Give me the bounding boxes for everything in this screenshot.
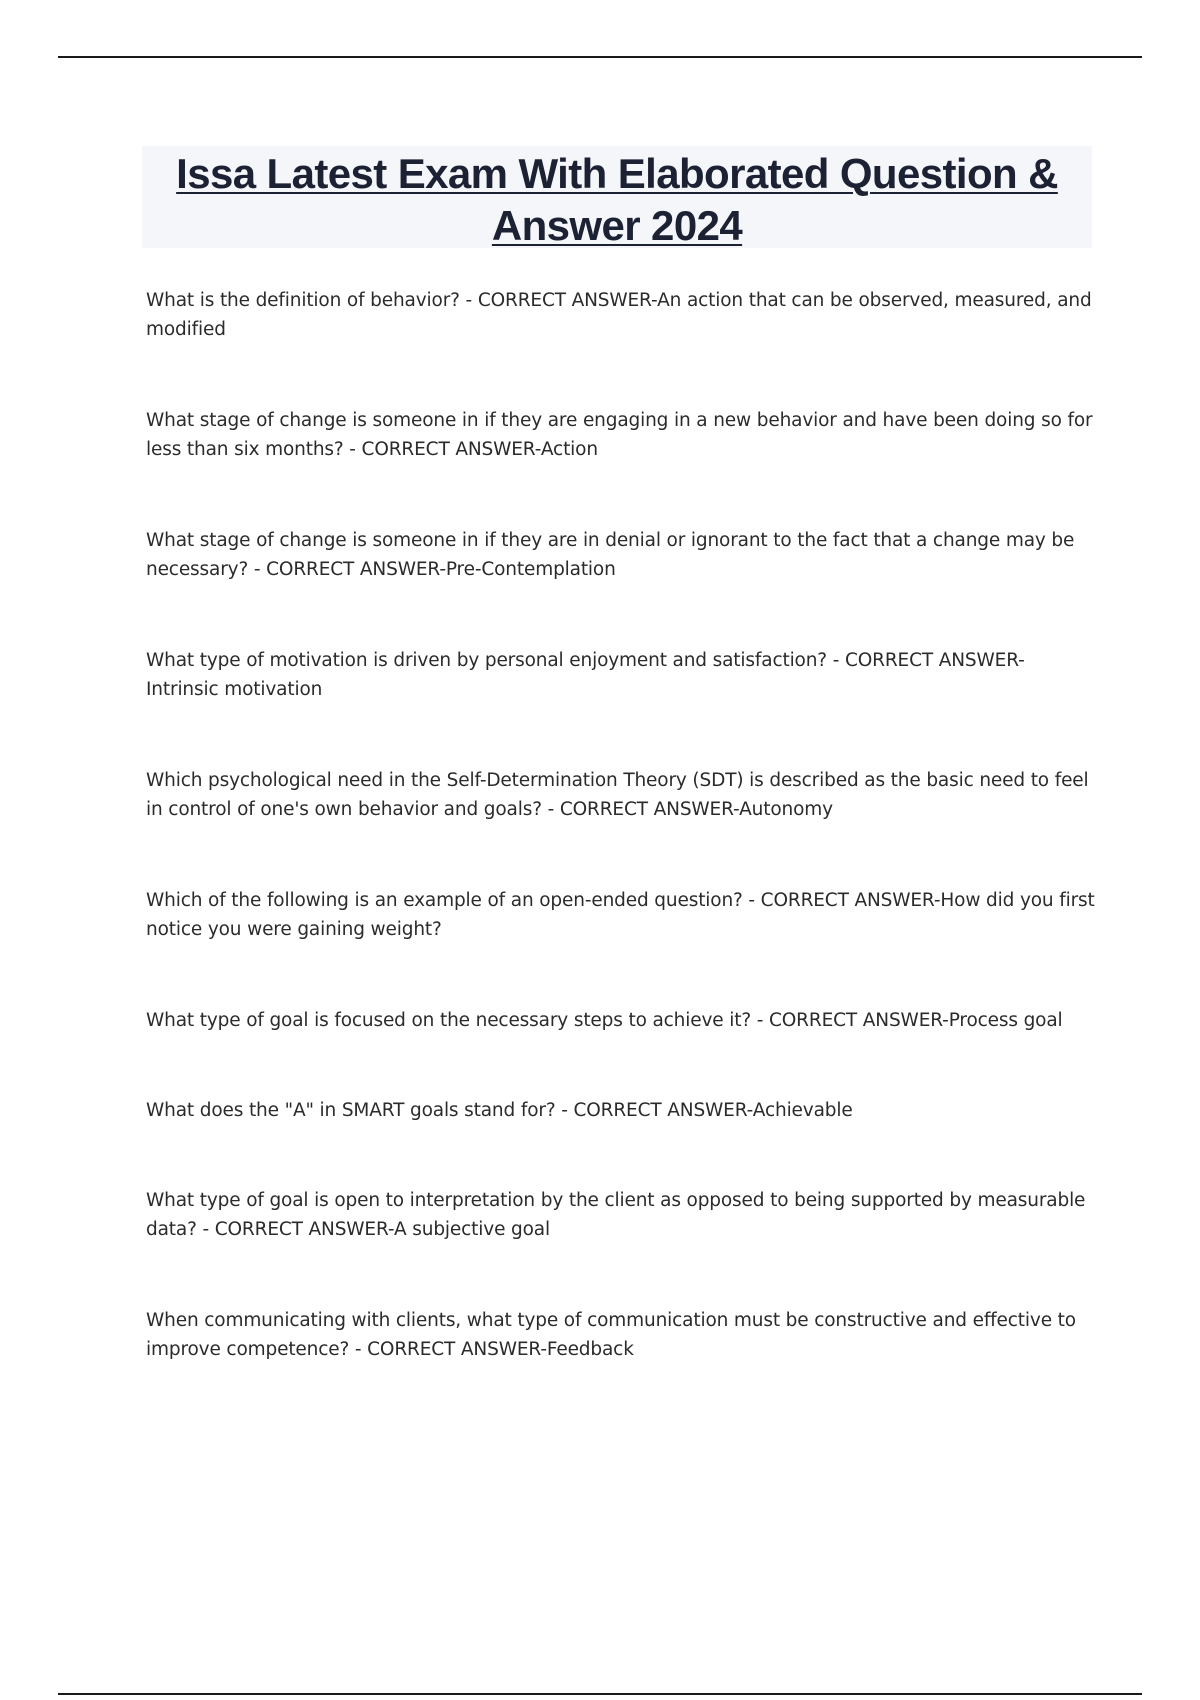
- qa-item: What type of goal is open to interpretation by the client as opposed to being supported by measurable data? - CORRECT ANSWER-A subjective goal: [146, 1190, 1086, 1240]
- qa-item: What does the "A" in SMART goals stand for? - CORRECT ANSWER-Achievable: [146, 1100, 853, 1121]
- qa-item: When communicating with clients, what type of communication must be constructive and effective to improve competence? - CORRECT ANSWER-Feedback: [146, 1310, 1076, 1360]
- title-banner: [142, 146, 1092, 248]
- document-title: Issa Latest Exam With Elaborated Question & Answer 2024: [176, 150, 1058, 249]
- qa-item: What stage of change is someone in if they are engaging in a new behavior and have been doing so for less than six months? - CORRECT ANSWER-Action: [146, 410, 1093, 460]
- qa-item: Which psychological need in the Self-Determination Theory (SDT) is described as the basic need to feel in control of one's own behavior and goals? - CORRECT ANSWER-Autonomy: [146, 770, 1089, 820]
- qa-item: What stage of change is someone in if they are in denial or ignorant to the fact that a change may be necessary? - CORRECT ANSWER-Pre-Contemplation: [146, 530, 1075, 580]
- qa-item: What type of goal is focused on the necessary steps to achieve it? - CORRECT ANSWER-Process goal: [146, 1010, 1063, 1031]
- qa-item: Which of the following is an example of an open-ended question? - CORRECT ANSWER-How did you first notice you were gaining weight?: [146, 890, 1095, 940]
- qa-item: What is the definition of behavior? - CORRECT ANSWER-An action that can be observed, measured, and modified: [146, 290, 1092, 340]
- qa-list: [146, 286, 1096, 1364]
- footer-rule: [58, 1693, 1142, 1695]
- header-rule: [58, 56, 1142, 58]
- qa-item: What type of motivation is driven by personal enjoyment and satisfaction? - CORRECT ANSWER-Intrinsic motivation: [146, 650, 1025, 700]
